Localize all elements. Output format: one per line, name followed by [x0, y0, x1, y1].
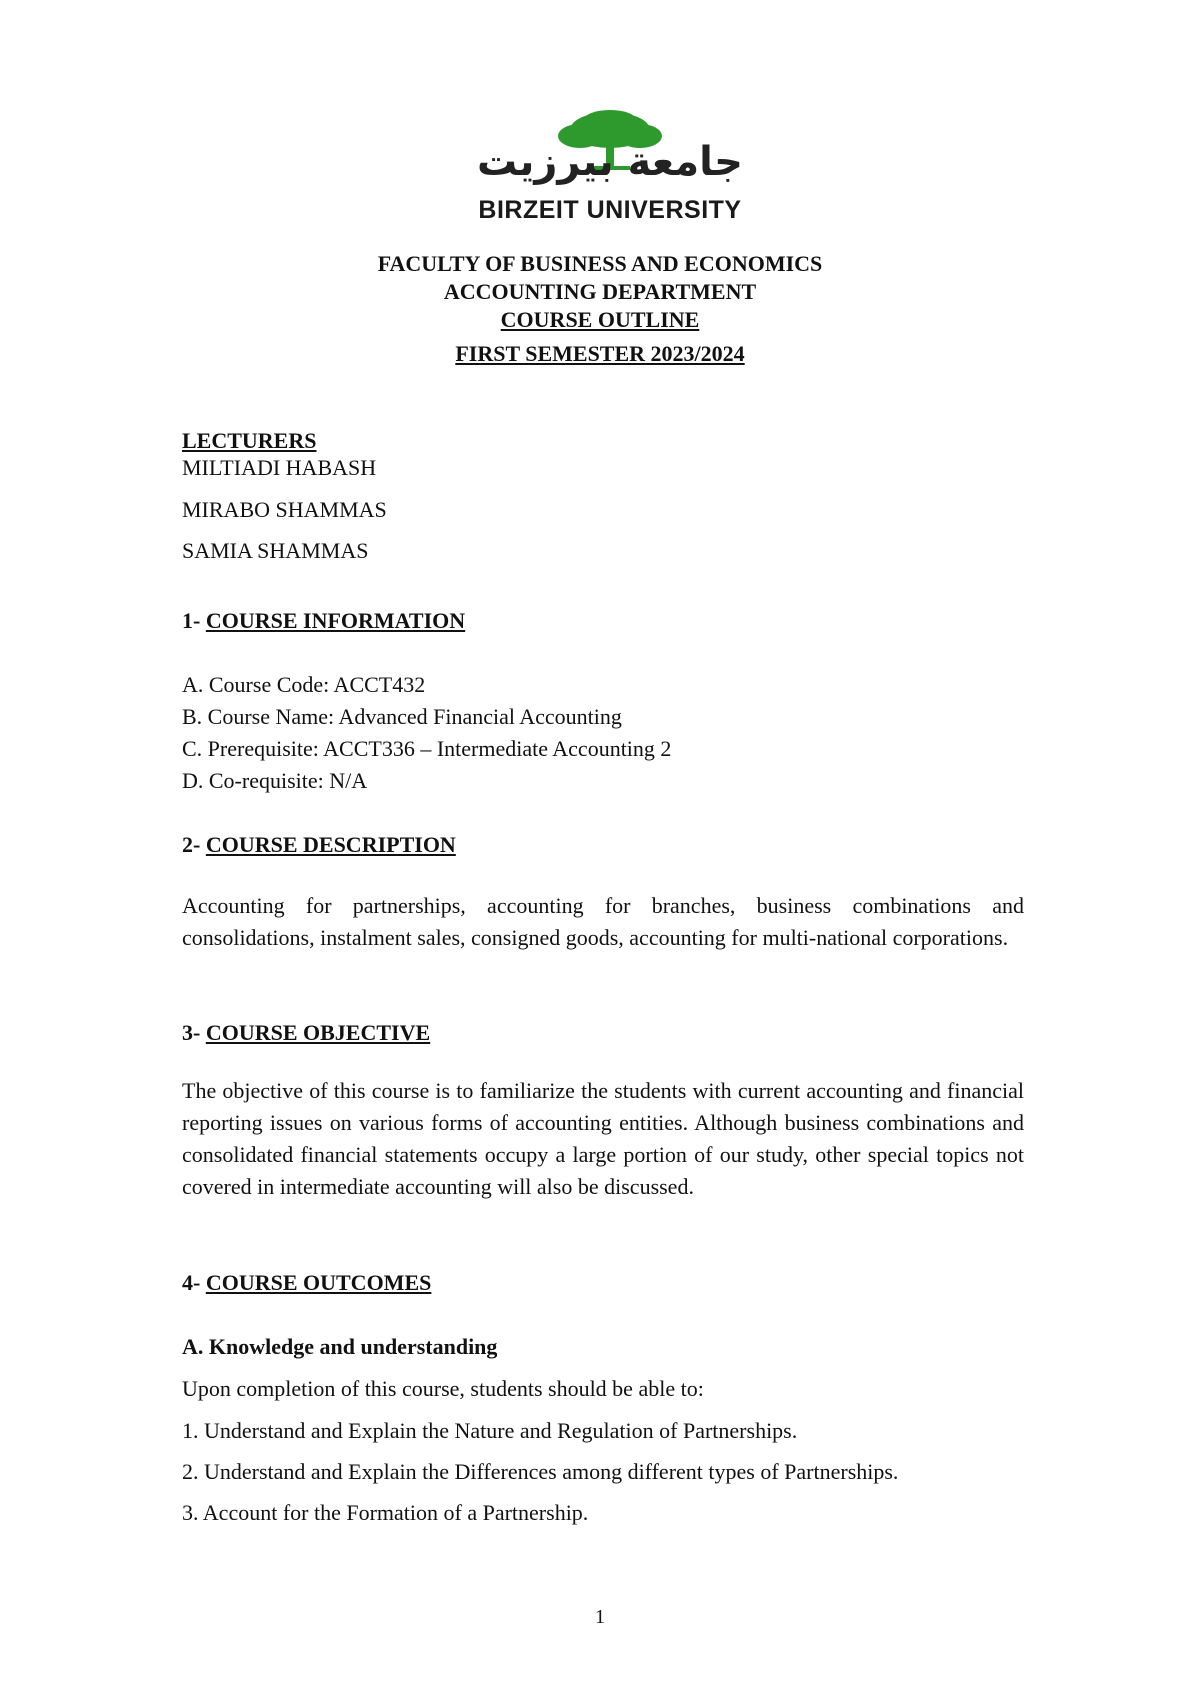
lecturer-name: MILTIADI HABASH — [182, 455, 377, 480]
section-heading — [182, 1020, 430, 1046]
outline-heading: COURSE OUTLINE — [500, 307, 700, 332]
section-heading — [182, 832, 456, 858]
lecturer-name: MIRABO SHAMMAS — [182, 497, 387, 522]
faculty-heading: FACULTY OF BUSINESS AND ECONOMICS — [377, 251, 823, 276]
lecturers-title: LECTURERS — [182, 428, 317, 453]
intro-text: Upon completion of this course, students should be able to: — [182, 1376, 704, 1401]
list-item: C. Prerequisite: ACCT336 – Intermediate Accounting 2 — [182, 736, 672, 761]
section-number: 2- — [182, 832, 206, 857]
subheading: A. Knowledge and understanding — [182, 1334, 498, 1359]
logo-latin-text: BIRZEIT UNIVERSITY — [478, 196, 742, 224]
logo-arabic-text: جامعة بيرزيت — [477, 139, 743, 185]
section-number: 4- — [182, 1270, 206, 1295]
list-item: 1. Understand and Explain the Nature and Regulation of Partnerships. — [182, 1418, 798, 1443]
document-header — [0, 250, 1200, 368]
section-heading — [182, 1270, 431, 1296]
list-item: B. Course Name: Advanced Financial Accounting — [182, 704, 622, 729]
list-item: A. Course Code: ACCT432 — [182, 672, 426, 697]
list-item: D. Co-requisite: N/A — [182, 768, 368, 793]
section-title: COURSE DESCRIPTION — [205, 832, 456, 857]
list-item: 2. Understand and Explain the Differences among different types of Partnerships. — [182, 1459, 899, 1484]
section-title: COURSE OUTCOMES — [205, 1270, 432, 1295]
section-heading — [182, 608, 465, 634]
page-number: 1 — [595, 1606, 605, 1628]
university-logo — [430, 110, 790, 230]
semester-heading: FIRST SEMESTER 2023/2024 — [455, 341, 745, 366]
lecturer-name: SAMIA SHAMMAS — [182, 538, 369, 563]
description-paragraph: Accounting for partnerships, accounting for branches, business combinations and consolidations, instalment sales, consigned goods, accounting for multi-national corporations. — [182, 893, 1024, 950]
section-number: 1- — [182, 608, 206, 633]
objective-paragraph: The objective of this course is to familiarize the students with current accounting and financial reporting issues on various forms of accounting entities. Although business combinations and consolidated financial statements occupy a large portion of our study, other special topics not covered in intermediate accounting will also be discussed. — [182, 1078, 1024, 1199]
section-number: 3- — [182, 1020, 206, 1045]
department-heading: ACCOUNTING DEPARTMENT — [443, 279, 757, 304]
list-item: 3. Account for the Formation of a Partnership. — [182, 1500, 589, 1525]
section-title: COURSE OBJECTIVE — [205, 1020, 431, 1045]
section-title: COURSE INFORMATION — [205, 608, 466, 633]
